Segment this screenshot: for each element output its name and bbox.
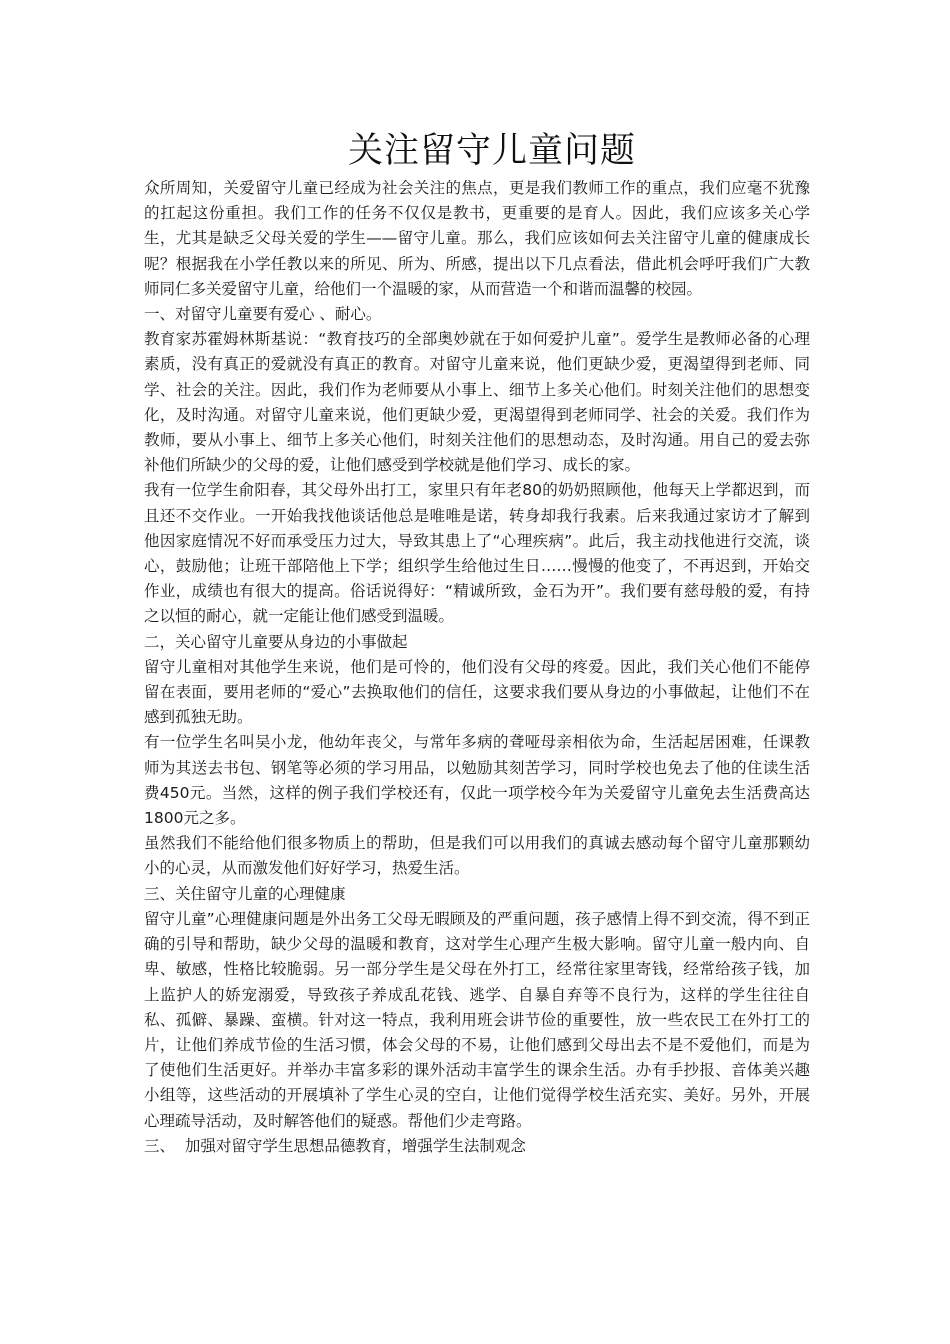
paragraph: 留守儿童”心理健康问题是外出务工父母无暇顾及的严重问题，孩子感情上得不到交流，得不到正确的引导和帮助，缺少父母的温暖和教育，这对学生心理产生极大影响。留守儿童一般内向、自卑、敏感，性格比较脆弱。另一部分学生是父母在外打工，经常往家里寄钱，经常给孩子钱，加上监护人的娇宠溺爱，导致孩子养成乱花钱、逃学、自暴自弃等不良行为，这样的学生往往自私、孤僻、暴躁、蛮横。针对这一特点，我利用班会讲节俭的重要性，放一些农民工在外打工的片，让他们养成节俭的生活习惯，体会父母的不易，让他们感到父母出去不是不爱他们，而是为了使他们生活更好。并举办丰富多彩的课外活动丰富学生的课余生活。办有手抄报、音体美兴趣小组等，这些活动的开展填补了学生心灵的空白，让他们觉得学校生活充实、美好。另外，开展心理疏导活动，及时解答他们的疑惑。帮他们少走弯路。 bbox=[144, 909, 810, 1130]
paragraph: 教育家苏霍姆林斯基说：“教育技巧的全部奥妙就在于如何爱护儿童”。爱学生是教师必备的心理素质，没有真正的爱就没有真正的教育。对留守儿童来说，他们更缺少爱，更渴望得到老师、同学、社会的关注。因此，我们作为老师要从小事上、细节上多关心他们。时刻关注他们的思想变化，及时沟通。对留守儿童来说，他们更缺少爱，更渴望得到老师同学、社会的关爱。我们作为教师，要从小事上、细节上多关心他们，时刻关注他们的思想动态，及时沟通。用自己的爱去弥补他们所缺少的父母的爱，让他们感受到学校就是他们学习、成长的家。 bbox=[144, 330, 810, 475]
paragraph: 留守儿童相对其他学生来说，他们是可怜的，他们没有父母的疼爱。因此，我们关心他们不能停留在表面，要用老师的“爱心”去换取他们的信任，这要求我们要从身边的小事做起，让他们不在感到孤独无助。 bbox=[144, 657, 810, 727]
paragraph: 虽然我们不能给他们很多物质上的帮助，但是我们可以用我们的真诚去感动每个留守儿童那颗幼小的心灵，从而激发他们好好学习，热爱生活。 bbox=[144, 834, 810, 878]
section-heading-1: 一、对留守儿童要有爱心 、耐心。 bbox=[144, 305, 382, 324]
paragraph: 我有一位学生俞阳春，其父母外出打工，家里只有年老80的奶奶照顾他，他每天上学都迟到，而且还不交作业。一开始我找他谈话他总是唯唯是诺，转身却我行我素。后来我通过家访才了解到他因家庭情况不好而承受压力过大，导致其患上了“心理疾病”。此后，我主动找他进行交流，谈心，鼓励他；让班干部陪他上下学；组织学生给他过生日……慢慢的他变了，不再迟到，开始交作业，成绩也有很大的提高。俗话说得好：“精诚所致，金石为开”。我们要有慈母般的爱，有持之以恒的耐心，就一定能让他们感受到温暖。 bbox=[144, 481, 810, 626]
document-body bbox=[144, 176, 810, 1159]
paragraph-intro: 众所周知，关爱留守儿童已经成为社会关注的焦点，更是我们教师工作的重点，我们应毫不犹豫的扛起这份重担。我们工作的任务不仅仅是教书，更重要的是育人。因此，我们应该多关心学生，尤其是缺乏父母关爱的学生——留守儿童。那么，我们应该如何去关注留守儿童的健康成长呢？根据我在小学任教以来的所见、所为、所感，提出以下几点看法，借此机会呼吁我们广大教师同仁多关爱留守儿童，给他们一个温暖的家，从而营造一个和谐而温馨的校园。 bbox=[144, 179, 810, 298]
section-heading-4: 三、 加强对留守学生思想品德教育，增强学生法制观念 bbox=[144, 1136, 526, 1155]
section-heading-3: 三、关住留守儿童的心理健康 bbox=[144, 884, 346, 903]
section-heading-2: 二，关心留守儿童要从身边的小事做起 bbox=[144, 632, 408, 651]
paragraph: 有一位学生名叫吴小龙，他幼年丧父，与常年多病的聋哑母亲相依为命，生活起居困难，任课教师为其送去书包、钢笔等必须的学习用品，以勉励其刻苦学习，同时学校也免去了他的住读生活费450元。当然，这样的例子我们学校还有，仅此一项学校今年为关爱留守儿童免去生活费高达1800元之多。 bbox=[144, 733, 810, 828]
document-title: 关注留守儿童问题 bbox=[347, 131, 636, 171]
